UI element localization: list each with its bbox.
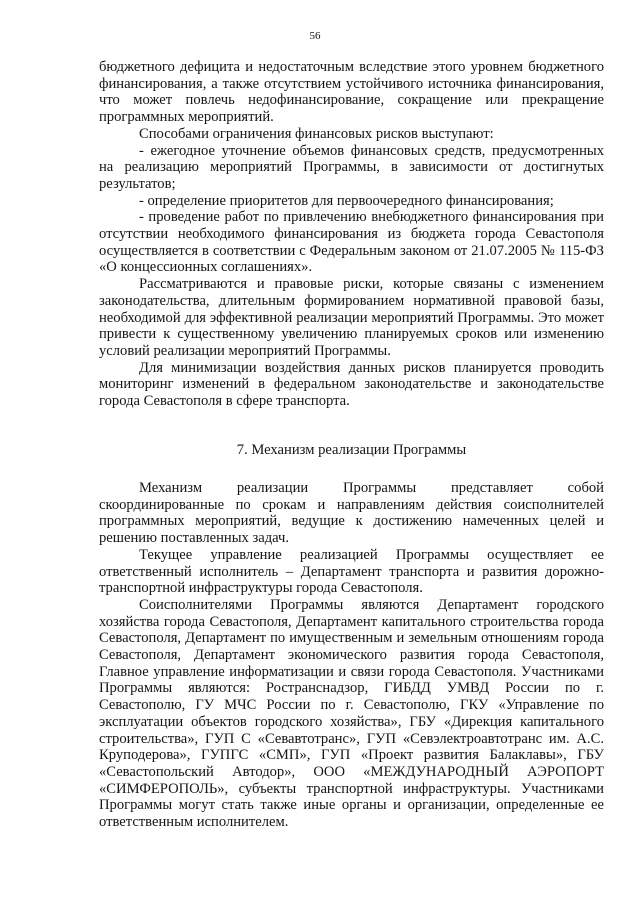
mechanism-section [99,480,604,831]
paragraph-management: Текущее управление реализацией Программы осуществляет ее ответственный исполнитель – Департамент транспорта и развития дорожно-транспортной инфраструктуры города Севастополя. [99,546,604,597]
paragraph-participants: Соисполнителями Программы являются Департамент городского хозяйства города Севастополя, Департамент капитального строительства города Севастополя, Департамент по имущественным и земельным отношениям города Севастополя, Департамент экономического развития города Севастополя, Главное управление информатизации и связи города Севастополя. Участниками Программы являются: Ространснадзор, ГИБДД УМВД России по г. Севастополю, ГУ МЧС России по г. Севастополю, ГКУ «Управление по эксплуатации объектов городского хозяйства», ГБУ «Дирекция капитального строительства», ГУП С «Севавтотранс», ГУП «Севэлектроавтотранс им. А.С. Круподерова», ГУПГС «СМП», ГУП «Проект развития Балаклавы», ГБУ «Севастопольский Автодор», ООО «МЕЖДУНАРОДНЫЙ АЭРОПОРТ «СИМФЕРОПОЛЬ», субъекты транспортной инфраструктуры. Участниками Программы могут стать также иные органы и организации, определенные ее ответственным исполнителем. [99,596,604,831]
list-item-annual-review: - ежегодное уточнение объемов финансовых средств, предусмотренных на реализацию мероприятий Программы, в зависимости от достигнутых результатов; [99,142,604,192]
paragraph-budget-deficit: бюджетного дефицита и недостаточным вследствие этого уровнем бюджетного финансирования, а также отсутствием устойчивого источника финансирования, что может повлечь недофинансирование, сокращение или прекращение программных мероприятий. [99,59,604,126]
paragraph-mechanism: Механизм реализации Программы представляет собой скоординированные по срокам и направлениям действия соисполнителей программных мероприятий, ведущие к достижению намеченных целей и решению поставленных задач. [99,480,604,547]
paragraph-risk-methods: Способами ограничения финансовых рисков выступают: [139,125,494,142]
section-heading: 7. Механизм реализации Программы [236,442,467,458]
page-number: 56 [309,30,321,42]
risks-section [99,59,604,410]
list-item-extrabudgetary: - проведение работ по привлечению внебюджетного финансирования при отсутствии необходимого финансирования из бюджета города Севастополя осуществляется в соответствии с Федеральным законом от 21.07.2005 № 115-ФЗ «О концессионных соглашениях». [99,209,604,276]
paragraph-legal-risks: Рассматриваются и правовые риски, которые связаны с изменением законодательства, длительным формированием нормативной правовой базы, необходимой для эффективной реализации мероприятий Программы. Это может привести к существенному увеличению планируемых сроков или изменению условий реализации мероприятий Программы. [99,276,604,359]
paragraph-monitoring: Для минимизации воздействия данных рисков планируется проводить мониторинг изменений в федеральном законодательстве и законодательстве города Севастополя в сфере транспорта. [99,359,604,410]
list-item-priorities: - определение приоритетов для первоочередного финансирования; [139,192,554,209]
